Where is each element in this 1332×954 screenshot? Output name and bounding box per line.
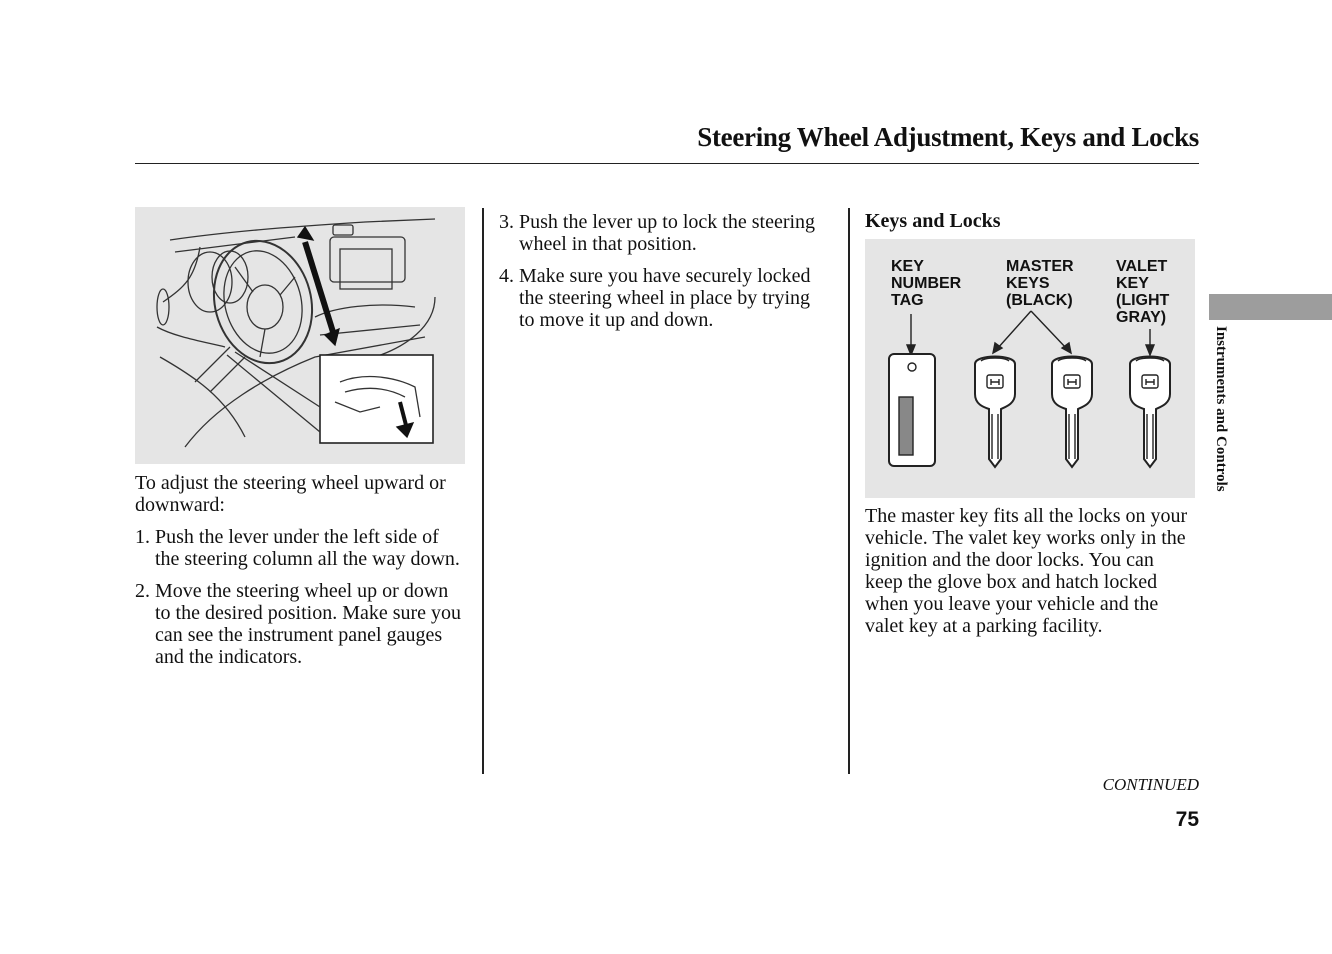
step-text: Push the lever up to lock the steering wheel in that position. <box>519 211 816 255</box>
valet-key-icon <box>1130 357 1170 468</box>
master-key-icon <box>975 357 1015 468</box>
continued-label: CONTINUED <box>1102 775 1199 794</box>
step-number: 2. <box>135 580 150 602</box>
keys-illustration <box>865 239 1195 498</box>
valet-key-label: VALET KEY (LIGHT GRAY) <box>1116 258 1170 326</box>
intro-paragraph: To adjust the steering wheel upward or downward: <box>135 472 446 516</box>
master-keys-label: MASTER KEYS (BLACK) <box>1006 258 1074 309</box>
page-number: 75 <box>1175 808 1199 831</box>
step-item <box>135 526 465 570</box>
step-item <box>499 265 829 331</box>
section-tab-label: Instruments and Controls <box>1213 326 1229 492</box>
key-number-tag-icon <box>889 354 935 466</box>
steps-list-2 <box>499 211 829 331</box>
keys-paragraph: The master key fits all the locks on your vehicle. The valet key works only in the ignition and the door locks. You can keep the glove box and hatch locked when you leave your vehicle and the valet key at a parking facility. <box>865 505 1188 637</box>
column-2-text <box>499 211 829 341</box>
column-3-text <box>865 505 1195 647</box>
title-rule <box>135 163 1199 164</box>
key-number-tag-label: KEY NUMBER TAG <box>891 258 962 309</box>
step-item <box>135 580 465 668</box>
column-1-text <box>135 472 465 678</box>
steering-wheel-illustration <box>135 207 465 464</box>
section-tab <box>1209 294 1332 320</box>
steps-list-1 <box>135 526 465 668</box>
step-text: Make sure you have securely locked the steering wheel in place by trying to move it up and down. <box>519 265 811 331</box>
step-number: 4. <box>499 265 514 287</box>
step-text: Move the steering wheel up or down to the desired position. Make sure you can see the instrument panel gauges and the indicators. <box>155 580 462 668</box>
step-text: Push the lever under the left side of the steering column all the way down. <box>155 526 460 570</box>
column-divider-1 <box>482 208 484 774</box>
column-divider-2 <box>848 208 850 774</box>
step-number: 3. <box>499 211 514 233</box>
step-item <box>499 211 829 255</box>
step-number: 1. <box>135 526 150 548</box>
keys-and-locks-heading: Keys and Locks <box>865 210 1001 232</box>
master-key-icon <box>1052 357 1092 468</box>
page-title: Steering Wheel Adjustment, Keys and Locks <box>697 122 1199 152</box>
